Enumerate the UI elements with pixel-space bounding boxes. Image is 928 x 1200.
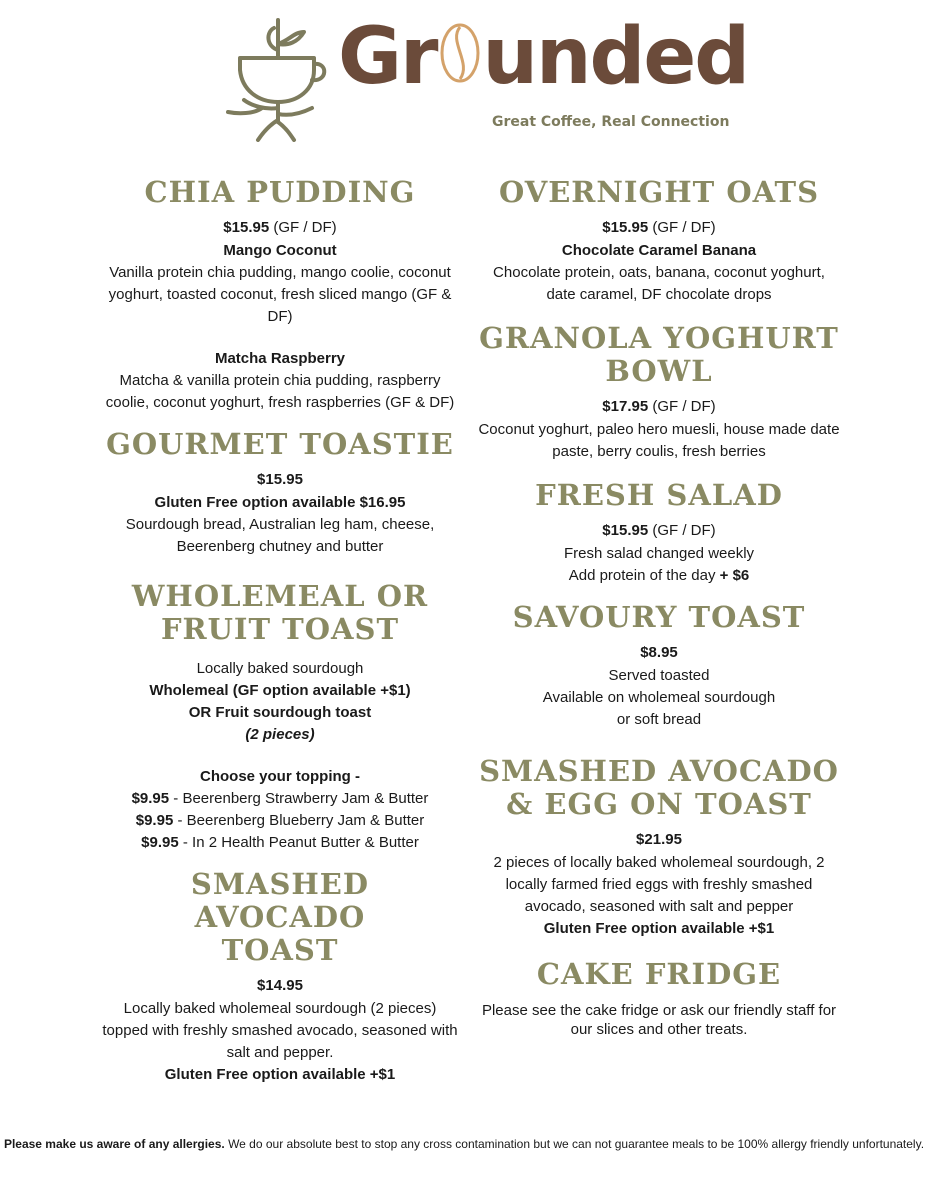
brand-wordmark: Gr unded <box>338 12 749 102</box>
item-name: Chocolate Caramel Banana <box>561 242 757 259</box>
granola-section <box>478 322 840 463</box>
savoury-toast-section <box>478 601 840 731</box>
item-name: Mango Coconut <box>223 242 337 259</box>
section-title: WHOLEMEAL OR FRUIT TOAST <box>131 579 429 646</box>
description-line: Add protein of the day + $6 <box>568 567 750 584</box>
left-column <box>102 176 458 1086</box>
item-name: Matcha Raspberry <box>214 350 346 367</box>
topping-item: $9.95 - Beerenberg Blueberry Jam & Butter <box>135 812 425 829</box>
avocado-egg-section <box>478 755 840 940</box>
section-title: FRESH SALAD <box>535 478 783 512</box>
price: $15.95 (GF / DF) <box>223 219 337 236</box>
description-line: (2 pieces) <box>245 726 315 743</box>
price: $15.95 (GF / DF) <box>602 219 716 236</box>
wholemeal-toast-section <box>102 580 458 854</box>
cake-fridge-section <box>478 958 840 1039</box>
gf-option: Gluten Free option available $16.95 <box>154 494 406 511</box>
description-line: Locally baked sourdough <box>196 660 364 677</box>
allergy-footer <box>0 1136 928 1153</box>
tagline: Great Coffee, Real Connection <box>492 114 730 130</box>
item-description: Coconut yoghurt, paleo hero muesli, house made date paste, berry coulis, fresh berries <box>478 421 840 460</box>
item-description: Locally baked wholemeal sourdough (2 pieces) topped with freshly smashed avocado, seasoned with salt and pepper. <box>102 1000 458 1061</box>
description-line: Wholemeal (GF option available +$1) <box>149 682 411 699</box>
section-title: SAVOURY TOAST <box>512 600 806 634</box>
description-line: Available on wholemeal sourdough <box>542 689 776 706</box>
item-description: Matcha & vanilla protein chia pudding, raspberry coolie, coconut yoghurt, fresh raspberries (GF & DF) <box>105 372 455 411</box>
price: $21.95 <box>636 831 682 848</box>
chia-pudding-section <box>102 176 458 414</box>
topping-item: $9.95 - In 2 Health Peanut Butter & Butter <box>141 834 419 851</box>
coffee-bean-icon <box>438 23 482 83</box>
right-column <box>478 176 840 1039</box>
allergy-note: We do our absolute best to stop any cross contamination but we can not guarantee meals to be 100% allergy friendly unfortunately. <box>224 1137 925 1151</box>
price: $15.95 <box>257 471 303 488</box>
section-title: GOURMET TOASTIE <box>106 427 454 461</box>
overnight-oats-section <box>478 176 840 306</box>
item-description: Please see the cake fridge or ask our friendly staff for our slices and other treats. <box>481 1002 837 1038</box>
fresh-salad-section <box>478 479 840 587</box>
topping-item: $9.95 - Beerenberg Strawberry Jam & Butter <box>131 790 429 807</box>
item-description: Vanilla protein chia pudding, mango coolie, coconut yoghurt, toasted coconut, fresh sliced mango (GF & DF) <box>108 264 452 325</box>
gf-option: Gluten Free option available +$1 <box>543 920 775 937</box>
price: $15.95 (GF / DF) <box>602 522 716 539</box>
description-line: Fresh salad changed weekly <box>563 545 755 562</box>
section-title: CAKE FRIDGE <box>536 957 782 991</box>
description-line: or soft bread <box>616 711 702 728</box>
section-title: CHIA PUDDING <box>144 175 416 209</box>
section-title: SMASHED AVOCADO TOAST <box>190 867 370 967</box>
section-title: GRANOLA YOGHURT BOWL <box>479 321 839 388</box>
gf-option: Gluten Free option available +$1 <box>164 1066 396 1083</box>
smashed-avocado-section <box>102 868 458 1086</box>
price: $17.95 (GF / DF) <box>602 398 716 415</box>
gourmet-toastie-section <box>102 428 458 558</box>
section-title: OVERNIGHT OATS <box>498 175 820 209</box>
item-description: 2 pieces of locally baked wholemeal sourdough, 2 locally farmed fried eggs with freshly smashed avocado, seasoned with salt and pepper <box>493 854 825 915</box>
price: $14.95 <box>257 977 303 994</box>
section-title: SMASHED AVOCADO & EGG ON TOAST <box>479 754 839 821</box>
item-description: Sourdough bread, Australian leg ham, cheese, Beerenberg chutney and butter <box>125 516 435 555</box>
item-description: Chocolate protein, oats, banana, coconut yoghurt, date caramel, DF chocolate drops <box>493 264 825 303</box>
allergy-note-bold: Please make us aware of any allergies. <box>3 1137 225 1151</box>
coffee-cup-plant-icon <box>222 10 332 142</box>
topping-heading: Choose your topping - <box>200 768 360 785</box>
price: $8.95 <box>640 644 678 661</box>
description-line: Served toasted <box>608 667 710 684</box>
description-line: OR Fruit sourdough toast <box>188 704 372 721</box>
header <box>0 0 928 150</box>
